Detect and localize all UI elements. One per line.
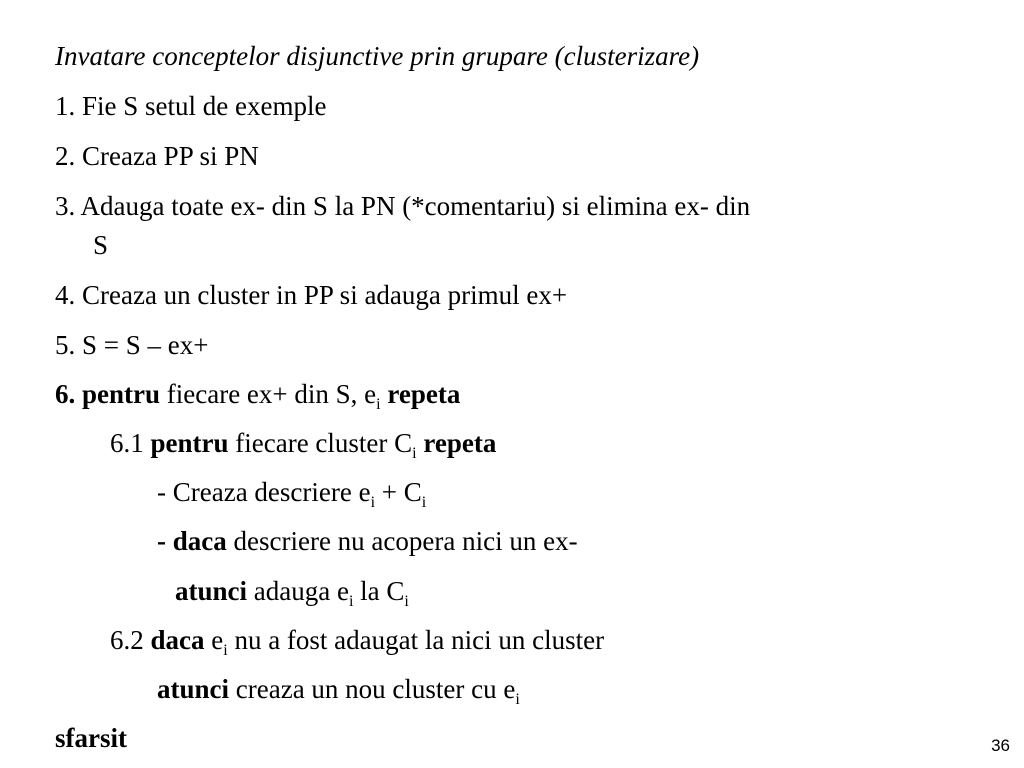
step-6-text: fiecare ex+ din S, e xyxy=(166,379,377,409)
step-4: 4. Creaza un cluster in PP si adauga primul ex+ xyxy=(55,280,568,310)
step-6-1-b xyxy=(157,525,578,557)
step-6-1-c-subscript-1: i xyxy=(348,593,354,610)
step-6-1-keyword-repeat: repeta xyxy=(423,428,497,458)
step-6-1-subscript: i xyxy=(412,445,417,462)
step-1: 1. Fie S setul de exemple xyxy=(55,91,327,121)
page-number: 36 xyxy=(991,736,1010,755)
step-6-subscript: i xyxy=(376,396,381,413)
step-6-keyword-repeat: repeta xyxy=(387,379,461,409)
step-6-1-b-text: descriere nu acopera nici un ex- xyxy=(233,526,578,556)
step-6-1-c-text-1: adauga e xyxy=(253,576,349,606)
step-6-1-text: fiecare cluster C xyxy=(235,428,413,458)
step-6-2-a-subscript-1: i xyxy=(515,691,520,708)
step-6-keyword-for: pentru xyxy=(82,379,161,409)
step-6-1-keyword-for: pentru xyxy=(150,428,229,458)
step-6-2-subscript-1: i xyxy=(223,642,228,659)
slide-title: Invatare conceptelor disjunctive prin grupare (clusterizare) xyxy=(55,41,700,71)
step-6-2-a-keyword-then: atunci xyxy=(157,674,230,704)
step-6-1-a-text-2: + C xyxy=(375,477,422,507)
step-6-1-a xyxy=(157,476,427,511)
step-6-1-c xyxy=(175,575,409,610)
step-6-1-b-keyword-if: - daca xyxy=(157,526,227,556)
step-2: 2. Creaza PP si PN xyxy=(55,141,259,171)
step-6-1-a-subscript-2: i xyxy=(421,494,427,511)
step-6-2-a xyxy=(157,673,520,708)
step-6-1-c-text-2: la C xyxy=(353,576,405,606)
step-6-1-number: 6.1 xyxy=(110,428,144,458)
step-6 xyxy=(55,378,461,413)
step-end xyxy=(55,722,127,754)
end-keyword: sfarsit xyxy=(55,723,127,753)
step-6-2-keyword-if: daca xyxy=(150,625,205,655)
step-6-number: 6. xyxy=(55,379,76,409)
step-6-2-number: 6.2 xyxy=(110,625,144,655)
step-6-2 xyxy=(110,624,605,659)
step-6-1-c-subscript-2: i xyxy=(404,593,409,610)
step-6-1 xyxy=(110,427,497,462)
step-6-1-c-keyword-then: atunci xyxy=(175,576,248,606)
step-6-2-a-text-1: creaza un nou cluster cu e xyxy=(235,674,516,704)
step-3-continuation: S xyxy=(93,230,109,260)
step-3: 3. Adauga toate ex- din S la PN (*comentariu) si elimina ex- din xyxy=(55,191,751,221)
step-6-2-text-1: e xyxy=(211,625,224,655)
step-6-1-a-subscript-1: i xyxy=(370,494,376,511)
step-5: 5. S = S – ex+ xyxy=(55,330,209,360)
step-6-1-a-text-1: - Creaza descriere e xyxy=(157,477,371,507)
step-6-2-text-2: nu a fost adaugat la nici un cluster xyxy=(227,625,605,655)
